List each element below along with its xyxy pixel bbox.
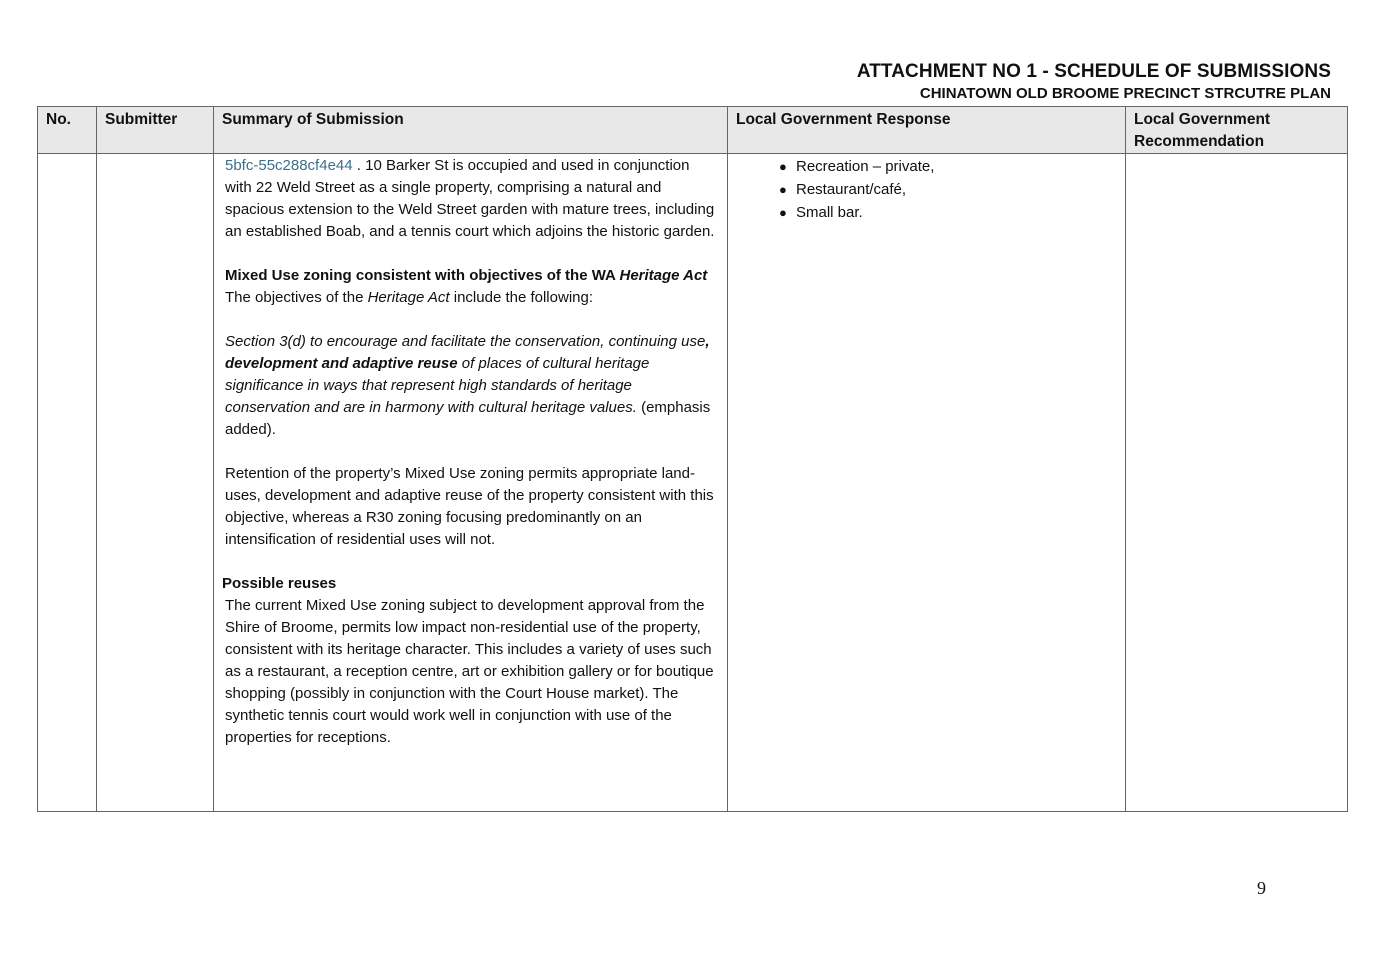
cell-no: [38, 154, 97, 812]
objectives-text-a: The objectives of the: [225, 289, 368, 306]
section-quote-c: of places of cultural heritage significance in ways that represent high standards of heritage conservation and are in harmony with cultural heritage values.: [225, 355, 650, 416]
summary-paragraph-1: [225, 155, 719, 243]
response-item-text: Recreation – private,: [796, 158, 935, 175]
cell-recommendation: [1126, 154, 1348, 812]
document-subtitle: CHINATOWN OLD BROOME PRECINCT STRCUTRE PLAN: [919, 85, 1331, 102]
summary-paragraph-4: Retention of the property’s Mixed Use zoning permits appropriate land-uses, development and adaptive reuse of the property consistent with this objective, whereas a R30 zoning focusing predominantly on an intensification of residential uses will not.: [225, 465, 714, 548]
heading-mixed-use-text: Mixed Use zoning consistent with objectives of the WA: [225, 267, 620, 284]
list-item: [779, 155, 1117, 178]
response-item-text: Restaurant/café,: [796, 181, 907, 198]
cell-summary: [214, 154, 728, 812]
table-row: [38, 154, 1348, 812]
summary-paragraph-2: [225, 265, 719, 309]
section-quote-a: Section 3(d) to encourage and facilitate the conservation, continuing use: [225, 333, 706, 350]
submission-link[interactable]: 5bfc-55c288cf4e44: [225, 157, 353, 174]
heading-mixed-use: [225, 265, 719, 287]
document-header: [857, 60, 1331, 104]
bullet-icon: ●: [779, 205, 787, 220]
summary-paragraph-5: [222, 573, 719, 749]
header-response: Local Government Response: [728, 107, 1126, 154]
cell-submitter: [97, 154, 214, 812]
header-no: No.: [38, 107, 97, 154]
list-item: [779, 178, 1117, 201]
header-summary: Summary of Submission: [214, 107, 728, 154]
response-item-text: Small bar.: [796, 204, 863, 221]
section-quote-emphasis: , development and adaptive reuse: [225, 333, 710, 372]
header-recommendation: Local Government Recommendation: [1126, 107, 1348, 154]
heading-heritage-act: Heritage Act: [619, 267, 708, 284]
bullet-icon: ●: [779, 159, 787, 174]
table-header-row: [38, 107, 1348, 154]
submissions-table: [37, 106, 1348, 812]
summary-p1-text: . 10 Barker St is occupied and used in conjunction with 22 Weld Street as a single property, comprising a natural and spacious extension to the Weld Street garden with mature trees, including an established Boab, and a tennis court which adjoins the historic garden.: [225, 157, 715, 240]
bullet-icon: ●: [779, 182, 787, 197]
page-number: 9: [1257, 878, 1266, 898]
response-list: [739, 155, 1117, 224]
document-title: ATTACHMENT NO 1 - SCHEDULE OF SUBMISSIONS: [856, 61, 1331, 82]
heading-possible-reuses: Possible reuses: [222, 575, 337, 592]
objectives-text-c: include the following:: [449, 289, 594, 306]
list-item: [779, 201, 1117, 224]
header-submitter: Submitter: [97, 107, 214, 154]
cell-response: [728, 154, 1126, 812]
possible-reuses-text: The current Mixed Use zoning subject to development approval from the Shire of Broome, permits low impact non-residential use of the property, consistent with its heritage character. This includes a variety of uses such as a restaurant, a reception centre, art or exhibition gallery or for boutique shopping (possibly in conjunction with the Court House market). The synthetic tennis court would work well in conjunction with use of the properties for receptions.: [225, 597, 714, 746]
summary-paragraph-3: [225, 331, 719, 441]
emphasis-note: (emphasis added).: [225, 399, 711, 438]
objectives-heritage-act: Heritage Act: [367, 289, 450, 306]
